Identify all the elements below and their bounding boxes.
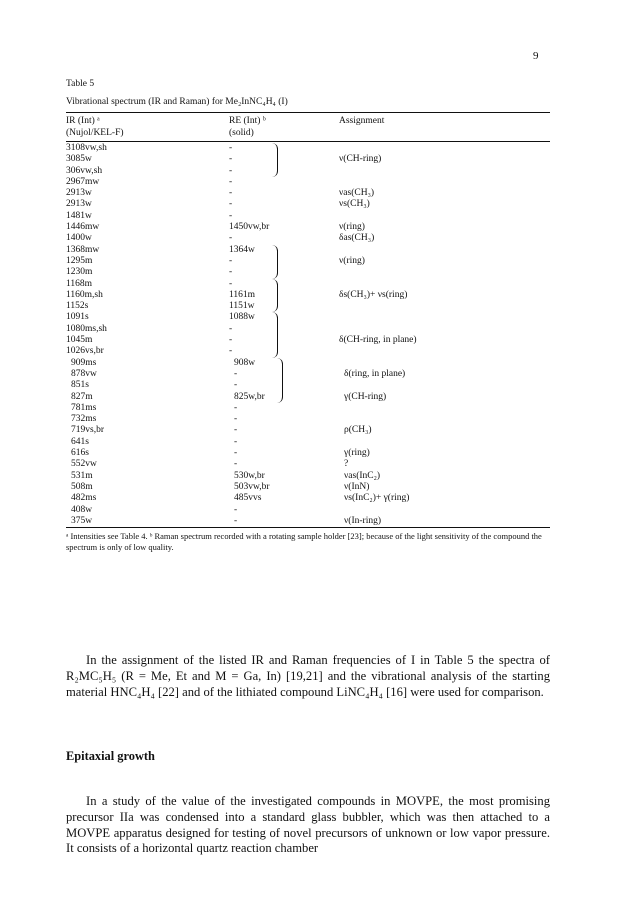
cell-assignment: ρ(CH₃) — [344, 425, 372, 436]
cell-re — [234, 403, 344, 414]
cell-re — [229, 166, 339, 177]
cell-re-text: 530w,br — [234, 470, 265, 481]
table-row — [66, 267, 550, 278]
cell-re — [229, 312, 339, 323]
cell-assignment — [339, 267, 550, 278]
table-body — [66, 142, 550, 527]
cell-re — [229, 267, 339, 278]
cell-assignment: γ(ring) — [344, 448, 370, 459]
cell-re-text: - — [229, 143, 233, 153]
table-row — [66, 301, 550, 312]
table-row — [66, 403, 550, 414]
page-number: 9 — [533, 50, 539, 62]
cell-ir: 375w — [71, 515, 93, 526]
cell-ir: 3085w — [66, 154, 92, 165]
cell-re — [234, 369, 344, 380]
cell-ir: 1091s — [66, 312, 89, 323]
cell-re — [234, 448, 344, 459]
cell-assignment: νas(InC₂) — [344, 470, 381, 481]
cell-re-text: - — [229, 335, 233, 346]
cell-ir: 1160m,sh — [66, 289, 103, 300]
cell-re — [229, 335, 339, 346]
cell-re — [234, 516, 344, 527]
header-re-line2: (solid) — [229, 127, 254, 138]
cell-ir: 732ms — [71, 414, 97, 425]
table-row — [66, 516, 550, 527]
cell-ir: 2967mw — [66, 176, 100, 187]
header-ir-line2: (Nujol/KEL-F) — [66, 127, 124, 138]
cell-assignment — [339, 301, 550, 312]
table-row — [66, 143, 550, 154]
cell-assignment — [339, 177, 550, 188]
table-row — [66, 290, 550, 301]
cell-assignment: νs(CH₃) — [339, 199, 370, 210]
cell-re — [229, 256, 339, 267]
cell-assignment — [344, 505, 550, 516]
cell-re — [234, 392, 344, 403]
cell-ir: 851s — [71, 380, 89, 391]
cell-assignment: νas(CH₃) — [339, 188, 375, 199]
cell-re-text: 1364w — [229, 244, 255, 255]
cell-re-text: - — [229, 176, 233, 187]
cell-re — [234, 414, 344, 425]
header-assignment: Assignment — [339, 116, 385, 126]
cell-re-text: - — [229, 346, 233, 357]
cell-re-text: - — [234, 368, 238, 379]
table-title: Vibrational spectrum (IR and Raman) for Me₂InNC₄H₄ (I) — [66, 96, 288, 107]
cell-re — [234, 380, 344, 391]
cell-re-text: - — [229, 188, 233, 199]
cell-ir: 2913w — [66, 188, 92, 199]
cell-re-text: - — [229, 255, 233, 266]
header-re-line1: RE (Int) ᵇ — [229, 116, 266, 126]
table-row — [66, 312, 550, 323]
cell-re — [229, 233, 339, 244]
table-row — [66, 358, 550, 369]
table-row — [66, 324, 550, 335]
cell-re — [229, 199, 339, 210]
table-row — [66, 335, 550, 346]
cell-ir: 1295m — [66, 255, 93, 266]
table-row — [66, 166, 550, 177]
paragraph-epitaxial: In a study of the value of the investigated compounds in MOVPE, the most promising precursor IIa was condensed into a standard glass bubbler, which was then attached to a MOVPE apparatus designed for testing of novel precursors of unknown or low vapor pressure. It consists of a horizontal quartz reaction chamber — [66, 794, 550, 856]
cell-re-text: - — [229, 233, 233, 244]
table-footnote: ᵃ Intensities see Table 4. ᵇ Raman spectrum recorded with a rotating sample holder [23]; because of the light sensitivity of the compound the spectrum is only of low quality. — [66, 531, 542, 553]
table-row — [66, 211, 550, 222]
cell-re-text: - — [234, 402, 238, 413]
cell-assignment — [344, 414, 550, 425]
table-row — [66, 505, 550, 516]
cell-ir: 1045m — [66, 335, 93, 346]
cell-re-text: 1151w — [229, 301, 255, 312]
cell-assignment: ν(ring) — [339, 222, 365, 233]
cell-re-text: - — [229, 278, 233, 289]
cell-re-text: 1088w — [229, 312, 255, 323]
table-row — [66, 471, 550, 482]
cell-re — [229, 143, 339, 154]
cell-ir: 616s — [71, 448, 89, 459]
table-row — [66, 425, 550, 436]
table-5 — [66, 79, 550, 553]
cell-re — [229, 211, 339, 222]
cell-ir: 531m — [71, 470, 93, 481]
cell-assignment — [339, 346, 550, 357]
cell-assignment: ν(ring) — [339, 255, 365, 266]
table-row — [66, 448, 550, 459]
table-row — [66, 482, 550, 493]
cell-ir: 3108vw,sh — [66, 143, 107, 153]
cell-re — [229, 188, 339, 199]
cell-re-text: 825w,br — [234, 391, 265, 402]
table-caption: Table 5 — [66, 79, 95, 89]
cell-assignment — [339, 245, 550, 256]
cell-assignment — [344, 358, 550, 369]
cell-ir: 1368mw — [66, 244, 100, 255]
cell-assignment: ? — [344, 459, 349, 470]
table-row — [66, 199, 550, 210]
cell-re — [234, 471, 344, 482]
cell-assignment — [339, 324, 550, 335]
cell-re-text: - — [234, 425, 238, 436]
cell-ir: 781ms — [71, 402, 97, 413]
table-row — [66, 154, 550, 165]
cell-re-text: 1450vw,br — [229, 222, 270, 233]
table-row — [66, 233, 550, 244]
table-row — [66, 369, 550, 380]
cell-re — [229, 346, 339, 357]
cell-re — [234, 425, 344, 436]
section-heading: Epitaxial growth — [66, 749, 155, 763]
cell-assignment — [344, 380, 550, 391]
table-row — [66, 380, 550, 391]
cell-ir: 2913w — [66, 199, 92, 210]
cell-re — [229, 324, 339, 335]
cell-re — [234, 459, 344, 470]
header-re — [229, 116, 339, 139]
cell-ir: 1481w — [66, 210, 92, 221]
cell-ir: 1446mw — [66, 222, 100, 233]
table-row — [66, 414, 550, 425]
cell-re-text: - — [234, 436, 238, 447]
table-bottom-rule — [66, 527, 550, 528]
cell-ir: 1230m — [66, 267, 93, 278]
table-row — [66, 459, 550, 470]
cell-assignment: γ(CH-ring) — [344, 391, 387, 402]
table-row — [66, 188, 550, 199]
cell-assignment: δ(CH-ring, in plane) — [339, 335, 417, 346]
cell-ir: 508m — [71, 481, 93, 492]
table-row — [66, 256, 550, 267]
table-row — [66, 346, 550, 357]
cell-ir: 1168m — [66, 278, 93, 289]
cell-re — [229, 290, 339, 301]
cell-re-text: - — [229, 323, 233, 334]
cell-assignment: δs(CH₃)+ νs(ring) — [339, 289, 408, 300]
cell-re-text: - — [229, 199, 233, 210]
header-ir-line1: IR (Int) ᵃ — [66, 116, 100, 126]
table-header — [66, 113, 550, 141]
cell-assignment — [339, 166, 550, 177]
cell-re — [229, 245, 339, 256]
table-row — [66, 222, 550, 233]
cell-ir: 1080ms,sh — [66, 323, 107, 334]
cell-assignment — [339, 211, 550, 222]
header-ir — [66, 116, 229, 139]
cell-re — [234, 482, 344, 493]
cell-re-text: - — [229, 210, 233, 221]
cell-re-text: - — [234, 459, 238, 470]
cell-assignment: νs(InC₂)+ γ(ring) — [344, 493, 410, 504]
cell-re — [234, 505, 344, 516]
cell-re — [229, 177, 339, 188]
table-row — [66, 392, 550, 403]
cell-ir: 1152s — [66, 301, 89, 312]
cell-re — [234, 358, 344, 369]
cell-ir: 482ms — [71, 493, 97, 504]
cell-ir: 719vs,br — [71, 425, 104, 436]
cell-assignment: δas(CH₃) — [339, 233, 375, 244]
cell-ir: 552vw — [71, 459, 97, 470]
cell-ir: 641s — [71, 436, 89, 447]
cell-ir: 408w — [71, 504, 93, 515]
cell-assignment: ν(InN) — [344, 481, 370, 492]
paragraph-assignment: In the assignment of the listed IR and Raman frequencies of I in Table 5 the spectra of R₂MC₅H₅ (R = Me, Et and M = Ga, In) [19,21] and the vibrational analysis of the starting material HNC₄H₄ [22] and of the lithiated compound LiNC₄H₄ [16] were used for comparison. — [66, 653, 550, 699]
cell-re-text: - — [234, 380, 238, 391]
cell-re — [229, 154, 339, 165]
table-row — [66, 245, 550, 256]
cell-ir: 306vw,sh — [66, 165, 103, 176]
cell-re-text: - — [229, 165, 233, 176]
cell-re — [234, 493, 344, 504]
table-row — [66, 177, 550, 188]
cell-re — [229, 301, 339, 312]
cell-assignment — [339, 279, 550, 290]
cell-re-text: - — [234, 504, 238, 515]
cell-re-text: 1161m — [229, 289, 256, 300]
cell-assignment — [344, 437, 550, 448]
cell-re — [229, 222, 339, 233]
cell-re-text: - — [234, 448, 238, 459]
cell-assignment: δ(ring, in plane) — [344, 368, 406, 379]
cell-re-text: - — [234, 515, 238, 526]
cell-ir: 909ms — [71, 357, 97, 368]
cell-ir: 878vw — [71, 368, 97, 379]
cell-assignment: ν(In-ring) — [344, 515, 382, 526]
cell-assignment — [339, 143, 550, 154]
cell-assignment: ν(CH-ring) — [339, 154, 382, 165]
cell-ir: 827m — [71, 391, 93, 402]
cell-re-text: 908w — [234, 357, 256, 368]
cell-assignment — [339, 312, 550, 323]
table-row — [66, 279, 550, 290]
cell-ir: 1400w — [66, 233, 92, 244]
cell-re-text: - — [234, 414, 238, 425]
cell-re — [234, 437, 344, 448]
cell-ir: 1026vs,br — [66, 346, 104, 357]
cell-re-text: 485vvs — [234, 493, 262, 504]
cell-re-text: - — [229, 154, 233, 165]
cell-assignment — [344, 403, 550, 414]
cell-re — [229, 279, 339, 290]
table-row — [66, 437, 550, 448]
cell-re-text: - — [229, 267, 233, 278]
table-row — [66, 493, 550, 504]
cell-re-text: 503vw,br — [234, 481, 270, 492]
